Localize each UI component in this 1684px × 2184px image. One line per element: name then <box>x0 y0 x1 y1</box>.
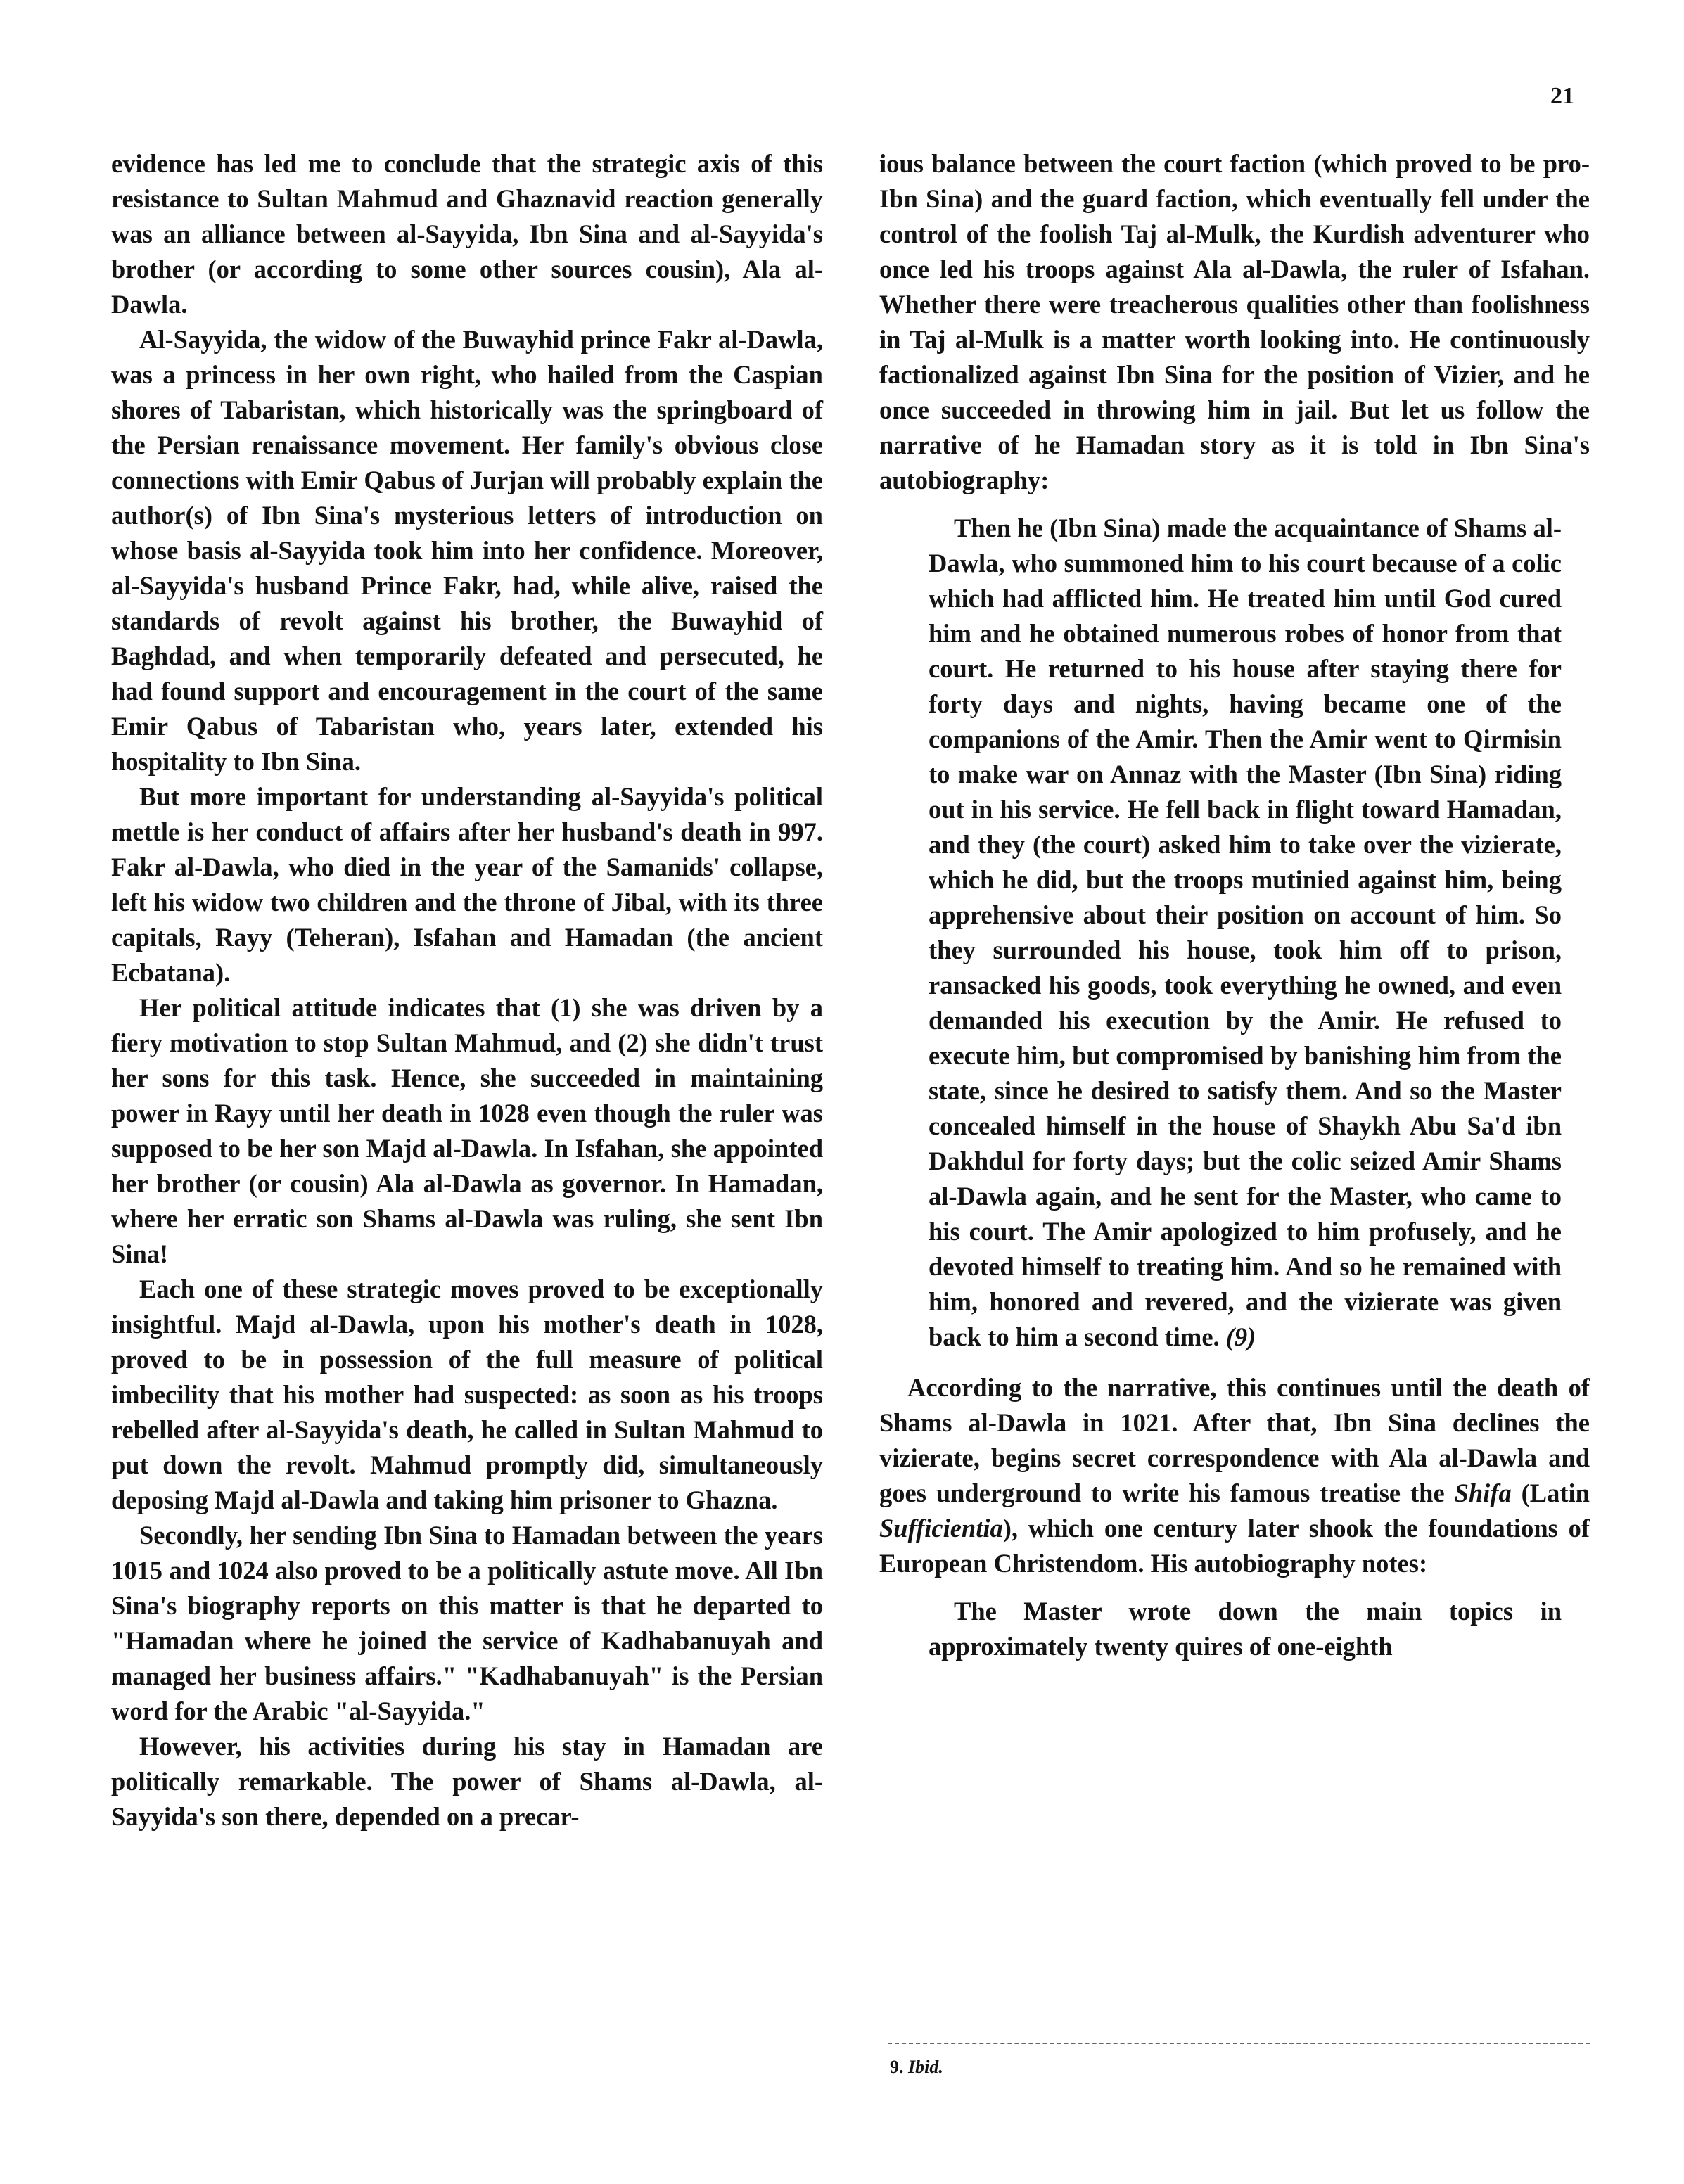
block-quote-master: The Master wrote down the main topics in approximately twenty quires of one-eighth <box>929 1597 1562 1661</box>
footnote-number: 9. <box>890 2057 904 2077</box>
narrative-text-before: According to the narrative, this continues until the death of Shams al-Dawla in 1021. After that, Ibn Sina declines the vizierate, begins secret correspondence with Ala al-Dawla and goes underground to write his famous treatise the <box>879 1373 1590 1507</box>
paragraph-1: evidence has led me to conclude that the strategic axis of this resistance to Sultan Mahmud and Ghaznavid reaction generally was an alliance between al-Sayyida, Ibn Sina and al-Sayyida's brother (or according to some other sources cousin), Ala al-Dawla. <box>111 149 823 319</box>
page-number: 21 <box>1550 83 1574 109</box>
paragraph-4: Her political attitude indicates that (1) she was driven by a fiery motivation to stop Sultan Mahmud, and (2) she didn't trust her sons for this task. Hence, she succeeded in maintaining power in Rayy until her death in 1028 even though the ruler was supposed to be her son Majd al-Dawla. In Isfahan, she appointed her brother (or cousin) Ala al-Dawla as governor. In Hamadan, where her erratic son Shams al-Dawla was ruling, she sent Ibn Sina! <box>111 993 823 1268</box>
block-quote-text: Then he (Ibn Sina) made the acquaintance of Shams al-Dawla, who summoned him to his court because of a colic which had afflicted him. He treated him until God cured him and he obtained numerous robes of honor from that court. He returned to his house after staying there for forty days and nights, having became one of the companions of the Amir. Then the Amir went to Qirmisin to make war on Annaz with the Master (Ibn Sina) riding out in his service. He fell back in flight toward Hamadan, and they (the court) asked him to take over the vizierate, which he did, but the troops mutinied against him, being apprehensive about their position on account of him. So they surrounded his house, took him off to prison, ransacked his goods, took everything he owned, and even demanded his execution by the Amir. He refused to execute him, but compromised by banishing him from the state, since he desired to satisfy them. And so the Master concealed himself in the house of Shaykh Abu Sa'd ibn Dakhdul for forty days; but the colic seized Amir Shams al-Dawla again, and he sent for the Master, who came to his court. The Amir apologized to him profusely, and he devoted himself to treating him. And so he remained with him, honored and revered, and the vizierate was given back to him a second time. <box>929 513 1562 1351</box>
paragraph-narrative <box>879 1370 1590 1581</box>
title-sufficientia: Sufficientia <box>879 1514 1003 1543</box>
footnote-divider <box>888 2043 1590 2044</box>
footnote <box>890 2057 943 2078</box>
paragraph-5: Each one of these strategic moves proved to be exceptionally insightful. Majd al-Dawla, upon his mother's death in 1028, proved to be in possession of the full measure of political imbecility that his mother had suspected: as soon as his troops rebelled after al-Sayyida's death, he called in Sultan Mahmud to put down the revolt. Mahmud promptly did, simultaneously deposing Majd al-Dawla and taking him prisoner to Ghazna. <box>111 1275 823 1514</box>
narrative-text-after: ), which one century later shook the foundations of European Christendom. His autobiography notes: <box>879 1514 1590 1578</box>
right-column <box>879 146 1590 1680</box>
footnote-reference: (9) <box>1225 1322 1256 1351</box>
paragraph-6: Secondly, her sending Ibn Sina to Hamadan between the years 1015 and 1024 also proved to be a politically astute move. All Ibn Sina's biography reports on this matter is that he departed to "Hamadan where he joined the service of Kadhabanuyah and managed her business affairs." "Kadhabanuyah" is the Persian word for the Arabic "al-Sayyida." <box>111 1521 823 1725</box>
title-shifa: Shifa <box>1454 1479 1512 1507</box>
paragraph-continued: ious balance between the court faction (which proved to be pro-Ibn Sina) and the guard faction, which eventually fell under the control of the foolish Taj al-Mulk, the Kurdish adventurer who once led his troops against Ala al-Dawla, the ruler of Isfahan. Whether there were treacherous qualities other than foolishness in Taj al-Mulk is a matter worth looking into. He continuously factionalized against Ibn Sina for the position of Vizier, and he once succeeded in throwing him in jail. But let us follow the narrative of he Hamadan story as it is told in Ibn Sina's autobiography: <box>879 149 1590 494</box>
paragraph-3: But more important for understanding al-Sayyida's political mettle is her conduct of affairs after her husband's death in 997. Fakr al-Dawla, who died in the year of the Samanids' collapse, left his widow two children and the throne of Jibal, with its three capitals, Rayy (Teheran), Isfahan and Hamadan (the ancient Ecbatana). <box>111 782 823 987</box>
left-column <box>111 146 823 1834</box>
latin-open: (Latin <box>1521 1479 1590 1507</box>
paragraph-7: However, his activities during his stay in Hamadan are politically remarkable. The power of Shams al-Dawla, al-Sayyida's son there, depended on a precar- <box>111 1732 823 1831</box>
paragraph-2: Al-Sayyida, the widow of the Buwayhid prince Fakr al-Dawla, was a princess in her own right, who hailed from the Caspian shores of Tabaristan, which historically was the springboard of the Persian renaissance movement. Her family's obvious close connections with Emir Qabus of Jurjan will probably explain the author(s) of Ibn Sina's mysterious letters of introduction on whose basis al-Sayyida took him into her confidence. Moreover, al-Sayyida's husband Prince Fakr, had, while alive, raised the standards of revolt against his brother, the Buwayhid of Baghdad, and when temporarily defeated and persecuted, he had found support and encouragement in the court of the same Emir Qabus of Tabaristan who, years later, extended his hospitality to Ibn Sina. <box>111 325 823 776</box>
footnote-text: Ibid. <box>908 2057 943 2077</box>
block-quote-autobiography <box>879 511 1590 1355</box>
